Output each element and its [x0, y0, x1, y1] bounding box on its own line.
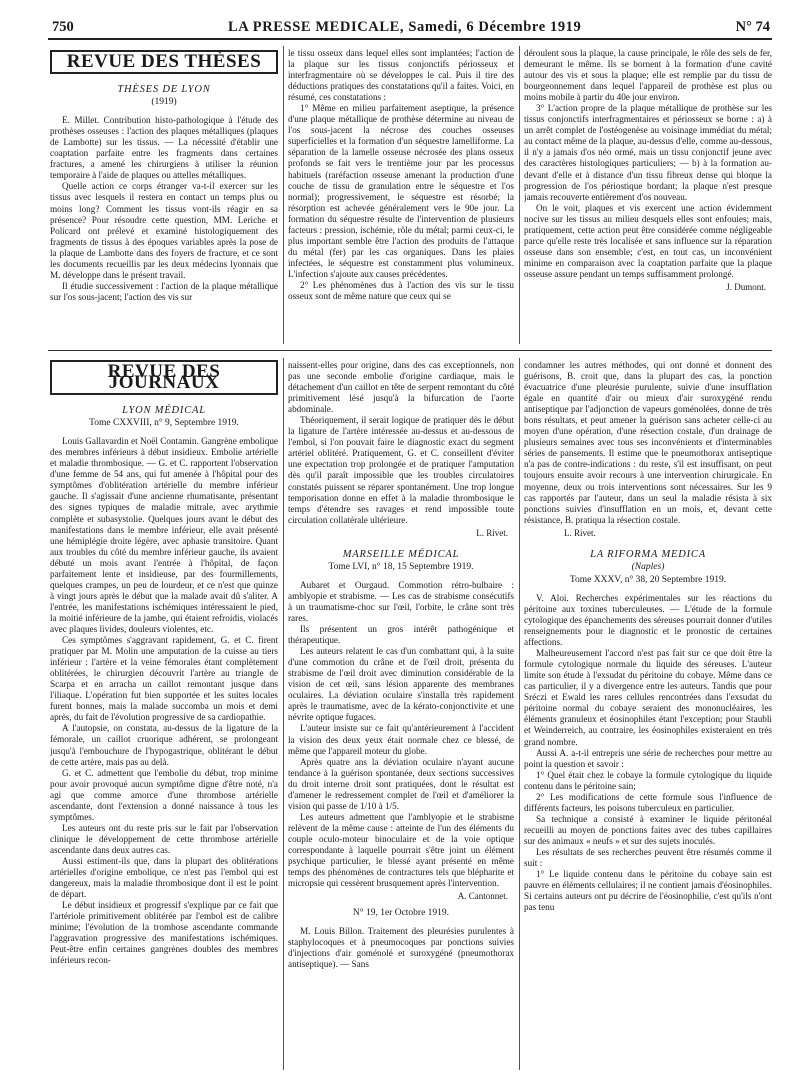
paragraph: Les auteurs ont du reste pris sur le fait par l'observation clinique le développement de cette thrombose artérielle ascendante dans deux autres cas.: [50, 822, 278, 855]
header-rule: [48, 38, 772, 40]
paragraph: G. et C. admettent que l'embolie du début, trop minime pour avoir provoqué aucun symptôme digne d'être noté, n'a agi que comme amorce d'une thrombose artérielle ascendante, dont l'extension a donné naissance à tous les symptômes.: [50, 767, 278, 822]
paragraph: Il étudie successivement : l'action de la plaque métallique sur l'os sous-jacent; l'action des vis sur: [50, 280, 278, 302]
journal-issue: N° 19, 1er Octobre 1919.: [352, 908, 450, 919]
paragraph: condamner les autres méthodes, qui ont donné et donnent des guérisons, B. croit que, dans la plupart des cas, la ponction évacuatrice d'une pleurésie purulente, suivie d'une insufflation égale en quantité d'air ou mieux d'air suroxygéné rendu antiseptique par l'adjonction de vapeurs goménolées, donne de très bons résultats, et peut amener la guérison sans acheter celle-ci au moyen d'une opération, d'une résection costale, d'un drainage de plusieurs semaines avec tous ses inconvénients et d'interminables séries de pansements. Il estime que le pneumothorax antiseptique n'a pas de contre-indications : du reste, s'il est insuffisant, on peut toujours ensuite avoir recours à une intervention chirurgicale. En moyenne, deux ou trois interventions sont nécessaires. Sur les 9 cas rapportés par l'auteur, dans un seul la maladie résista à six ponctions suivies d'insufflation en un mois, et, devant cette résistance, B. pratiqua la résection costale.: [524, 360, 772, 525]
paragraph: 3° L'action propre de la plaque métallique de prothèse sur les tissus conjonctifs interfragmentaires et périosseux se borne : a) à un arrêt complet de l'ostéogenèse au voisinage immédiat du métal; au contact même de la plaque, au-dessus d'elle, comme au-dessous, il n'y a jamais d'os néo ormé, mais un tissu conjonctif jeune avec des caractères histologiques particuliers; — b) à la formation au-devant d'elle et à distance d'un tissu fibreux dense qui bloque la progression de l'os périostique bordant; la plaque n'est presque jamais recouverte entièrement d'os nouveau.: [524, 103, 772, 202]
journaux-section-title: REVUE DES JOURNAUX: [50, 360, 278, 395]
paragraph: Louis Gallavardin et Noël Contamin. Gangrène embolique des membres inférieurs à début insidieux. Embolie artérielle et maladie thrombosique. — G. et C. rapportent l'observation d'une femme de 54 ans, qui fut amenée à l'hôpital pour des symptômes d'oblitération artérielle du membre inférieur gauche. Il s'agissait d'une ancienne rhumatisante, présentant des signes typiques de maladie mitrale, avec arythmie complète et subasystolie. Quelques jours avant le début des manifestations dans le membre inférieur, elle avait présenté une hémiplégie droite légère, avec aphasie transitoire. Quant aux troubles du côté du membre inférieur gauche, ils avaient débuté un mois avant l'entrée à l'hôpital, de façon parfaitement lente et insidieuse, par des fourmillements, quelques crampes, un peu de lourdeur, et ce n'est que quinze à vingt jours après le début que la malade avait dû s'aliter. A l'entrée, les manifestations ischémiques intéressaient le pied, la moitié inférieure de la jambe, qui étaient refroidis, violacés avec plaques livides, douleurs violentes, etc.: [50, 436, 278, 634]
paragraph: V. Aloi. Recherches expérimentales sur les réactions du péritoine aux toxines tuberculeuses. — L'étude de la formule cytologique des épanchements des séreuses pourrait donner d'utiles renseignements pour le diagnostic et le pronostic de certaines affections.: [524, 592, 772, 648]
paragraph: Malheureusement l'accord n'est pas fait sur ce que doit être la formule cytologique normale du liquide des séreuses. L'auteur limite son étude à l'exsudat du péritoine du cobaye. Même dans ce cas particulier, il y a divergence entre les auteurs. Tandis que pour Sréczi et Ewald les rares cellules rencontrées dans l'exsudat du péritoine normal du cobaye seraient des mononucléaires, les éléments granuleux et éosinophiles étant l'exception; pour Staubli et Weinderreich, au contraire, les éosinophiles existeraient en très grand nombre.: [524, 648, 772, 747]
paragraph: Les résultats de ses recherches peuvent être résumés comme il suit :: [524, 846, 772, 869]
paragraph: Théoriquement, il serait logique de pratiquer dès le début la ligature de l'artère intéressée au-dessus et au-dessous de l'embol, si l'on pouvait faire le diagnostic exact du segment artériel oblitéré. Pratiquement, G. et C. conseillent d'éviter une expectation trop prolongée et de pratiquer l'amputation dès qu'il paraît impossible que les troubles circulatoires constatés puissent se réparer spontanément. Une trop longue temporisation donne en effet à la maladie thrombosique le temps d'étendre ses ravages et rend impossible toute circulation collatérale ultérieure.: [288, 415, 514, 525]
column-divider: [283, 358, 284, 1070]
theses-section-title: REVUE DES THÈSES: [50, 50, 278, 74]
paragraph: On le voit, plaques et vis exercent une action évidemment nocive sur les tissus au milieu desquels elles sont enfouies; mais, pratiquement, cette action peut être considérée comme négligeable parce qu'elle reste très localisée et sans influence sur la réparation osseuse dans son ensemble; c'est, en tout cas, un inconvénient minime en comparaison avec la coaptation parfaite que la plaque osseuse assure pendant un temps suffisamment prolongé.: [524, 202, 772, 279]
paragraph: le tissu osseux dans lequel elles sont implantées; l'action de la plaque sur les tissus conjonctifs périosseux et interfragmentaire où se développes le cal. Puis il tire des déductions pratiques des constatations qu'il a faites. Voici, en résumé, ces constatations :: [288, 48, 514, 103]
paragraph: M. Louis Billon. Traitement des pleurésies purulentes à staphylocoques et à pneumocoques par ponctions suivies d'injections d'air goménolé et suroxygéné (pneumothorax antiseptique). — Sans: [288, 926, 514, 970]
theses-column-3: [524, 48, 772, 345]
signature: L. Rivet.: [476, 527, 508, 538]
paragraph: Aussi estiment-ils que, dans la plupart des oblitérations artérielles d'origine embolique, ce n'est pas l'embol qui est dangereux, mais la maladie thrombosique dont il est le point de départ.: [50, 855, 278, 900]
journal-issue: Tome CXXVIII, n° 9, Septembre 1919.: [89, 418, 239, 429]
journaux-column-1: [50, 358, 278, 1070]
signature: A. Cantonnet.: [457, 891, 508, 902]
journal-city: (Naples): [631, 561, 665, 572]
paragraph: Sa technique a consisté à examiner le liquide péritonéal recueilli au moyen de ponctions faites avec des tubes capillaires sur des animaux « neufs » et sur des sujets inoculés.: [524, 813, 772, 846]
paragraph: Les auteurs relatent le cas d'un combattant qui, à la suite d'une commotion du crâne et de l'œil droit, présenta du strabisme de l'œil droit avec diminution considérable de la vision de cet œil, sans lésion apparente des membranes oculaires. La déviation oculaire s'installa très rapidement après le traumatisme, avec de la kérato-conjonctivite et une névrite optique fugaces.: [288, 646, 514, 723]
journal-issue: Tome LVI, n° 18, 15 Septembre 1919.: [328, 561, 474, 572]
paragraph: déroulent sous la plaque, la cause principale, le rôle des sels de fer, demeurant le même. Ils se bornent à la formation d'une cavité autour des vis et sous la plaque; elle est remplie par du tissu de bourgeonnement dans lequel l'appareil de prothèse est plus ou moins mobile à partir du 40e jour environ.: [524, 48, 772, 103]
journaux-column-2: [288, 360, 514, 1070]
paragraph: 1° Le liquide contenu dans le péritoine du cobaye sain est pauvre en éléments cellulaires; il ne contient jamais d'éosinophiles. Si certains auteurs ont pu décrire de l'éosinophilie, c'est qu'ils n'ont pas tenu: [524, 869, 772, 913]
paragraph: 1° Quel était chez le cobaye la formule cytologique du liquide contenu dans le péritoine sain;: [524, 769, 772, 791]
journaux-column-3: [524, 360, 772, 1070]
paragraph: 1° Même en milieu parfaitement aseptique, la présence d'une plaque métallique de prothèse détermine au niveau de l'os sous-jacent la nécrose des couches osseuses superficielles et la formation d'un séquestre lamelliforme. La séparation de la lamelle osseuse nécrosée des plans osseux profonds se fait vers le trentième jour par les processus habituels (raréfaction osseuse amenant la production d'une couche de tissu de granulation entre le séquestre et l'os normal); progressivement, le séquestre est résorbé; la résorption est achevée généralement vers le 90e jour. La formation du séquestre résulte de l'intervention de plusieurs facteurs : pression, ischémie, rôle du métal; parmi ceux-ci, le plus important semble être l'action des produits de l'attaque du métal (fer) par les cas organiques. Dans les plaies infectées, le séquestre est constamment plus volumineux. L'infection s'ajoute aux causes précédentes.: [288, 103, 514, 279]
theses-subsection-heading: THÈSES DE LYON: [117, 84, 211, 96]
paragraph: naissent-elles pour origine, dans des cas exceptionnels, non pas une seconde embolie d'origine cardiaque, mais le détachement d'un caillot en tête de serpent remontant du côté primitivement lésé jusqu'à la bifurcation de l'aorte abdominale.: [288, 360, 514, 415]
paragraph: Le début insidieux et progressif s'explique par ce fait que l'artériole primitivement oblitérée par l'embol est de calibre minime; l'évolution de la trombose ascendante commande l'aggravation progressive des manifestations ischémiques. Peut-être enfin certaines gangrènes doubles des membres inférieurs recon-: [50, 900, 278, 966]
paragraph: Ces symptômes s'aggravant rapidement, G. et C. firent pratiquer par M. Molin une amputation de la cuisse au tiers inférieur : l'artère et la veine fémorales étant complètement oblitérées, le chirurgien découvrit l'artère au triangle de Scarpa et en arracha un caillot remontant jusque dans l'iliaque. L'opération fut bien supportée et les suites locales furent bonnes, mais la malade succomba un mois et demi après, du fait de l'évolution progressive de sa cardiopathie.: [50, 635, 278, 723]
journal-heading-riforma: LA RIFORMA MEDICA: [590, 548, 706, 560]
paragraph: L'auteur insiste sur ce fait qu'antérieurement à l'accident la vision des deux yeux était normale chez ce blessé, de même que l'appareil moteur du globe.: [288, 723, 514, 756]
paragraph: 2° Les modifications de cette formule sous l'influence de différents facteurs, les poisons tuberculeux en particulier.: [524, 791, 772, 813]
page-number: 750: [52, 19, 74, 35]
paragraph: Aussi A. a-t-il entrepris une série de recherches pour mettre au point la question et savoir :: [524, 747, 772, 769]
theses-column-1: [50, 48, 278, 345]
section-separator: [48, 350, 772, 351]
column-divider: [519, 46, 520, 344]
page-header: [52, 14, 770, 36]
journal-title: LA PRESSE MEDICALE, Samedi, 6 Décembre 1919: [227, 19, 582, 35]
paragraph: Les auteurs admettent que l'amblyopie et le strabisme relèvent de la même cause : atteinte de l'un des éléments du couple oculo-moteur binoculaire et de la voie optique correspondante à laquelle pourrait s'être joint un élément psychique particulier, le blessé ayant présenté en même temps des phénomènes de contractures tels que blépharite et micropsie qui cessèrent brusquement après l'intervention.: [288, 811, 514, 889]
paragraph: Après quatre ans la déviation oculaire n'ayant aucune tendance à la guérison spontanée, deux sections successives du droit interne droit sont pratiquées, dont le résultat est d'amener le redressement complet de l'œil et d'améliorer la vision qui passe de 1/10 à 1/5.: [288, 756, 514, 811]
signature: L. Rivet.: [564, 527, 596, 538]
journal-heading-lyon: LYON MÉDICAL: [122, 405, 206, 417]
paragraph: Aubaret et Ourgaud. Commotion rétro-bulbaire : amblyopie et strabisme. — Les cas de strabisme consécutifs à un traumatisme-choc sur l'œil, l'orbite, le crâne sont très rares.: [288, 579, 514, 623]
theses-column-2: [288, 48, 514, 345]
paragraph: Quelle action ce corps étranger va-t-il exercer sur les tissus avec lesquels il restera en contact un temps plus ou moins long? Comment les tissus vont-ils réagir en sa présence? Pour résoudre cette question, MM. Leriche et Policard ont prélevé et examiné histologiquement des fragments de tissus à des époques variables après la pose de la plaque de Lambotte dans des foyers de fracture, et ce sont les documents recueillis par les deux médecins lyonnais que M. développe dans le présent travail.: [50, 181, 278, 280]
column-divider: [283, 46, 284, 344]
paragraph: E. Millet. Contribution histo-pathologique à l'étude des prothèses osseuses : l'action des plaques métalliques (plaques de Lambotte) sur les tissus. — La nécessité d'établir une coaptation parfaite entre les fragments dans certaines fractures, a amené les chirurgiens à utiliser la réunion temporaire à l'aide de plaques ou attelles métalliques.: [50, 115, 278, 181]
signature: J. Dumont.: [726, 281, 766, 292]
paragraph: Ils présentent un gros intérêt pathogénique et thérapeutique.: [288, 624, 514, 646]
paragraph: A l'autopsie, on constata, au-dessus de la ligature de la fémorale, un caillot cruorique adhérent, se prolongeant jusqu'à l'embouchure de l'hypogastrique, oblitérant le début de cette artère, mais pas au delà.: [50, 723, 278, 767]
issue-number: N° 74: [735, 19, 770, 35]
column-divider: [519, 358, 520, 1070]
paragraph: 2° Les phénomènes dus à l'action des vis sur le tissu osseux sont de même nature que ceux qui se: [288, 279, 514, 302]
theses-year: (1919): [151, 97, 177, 108]
journal-issue: Tome XXXV, n° 38, 20 Septembre 1919.: [569, 574, 727, 585]
journal-heading-marseille: MARSEILLE MÉDICAL: [342, 548, 460, 560]
